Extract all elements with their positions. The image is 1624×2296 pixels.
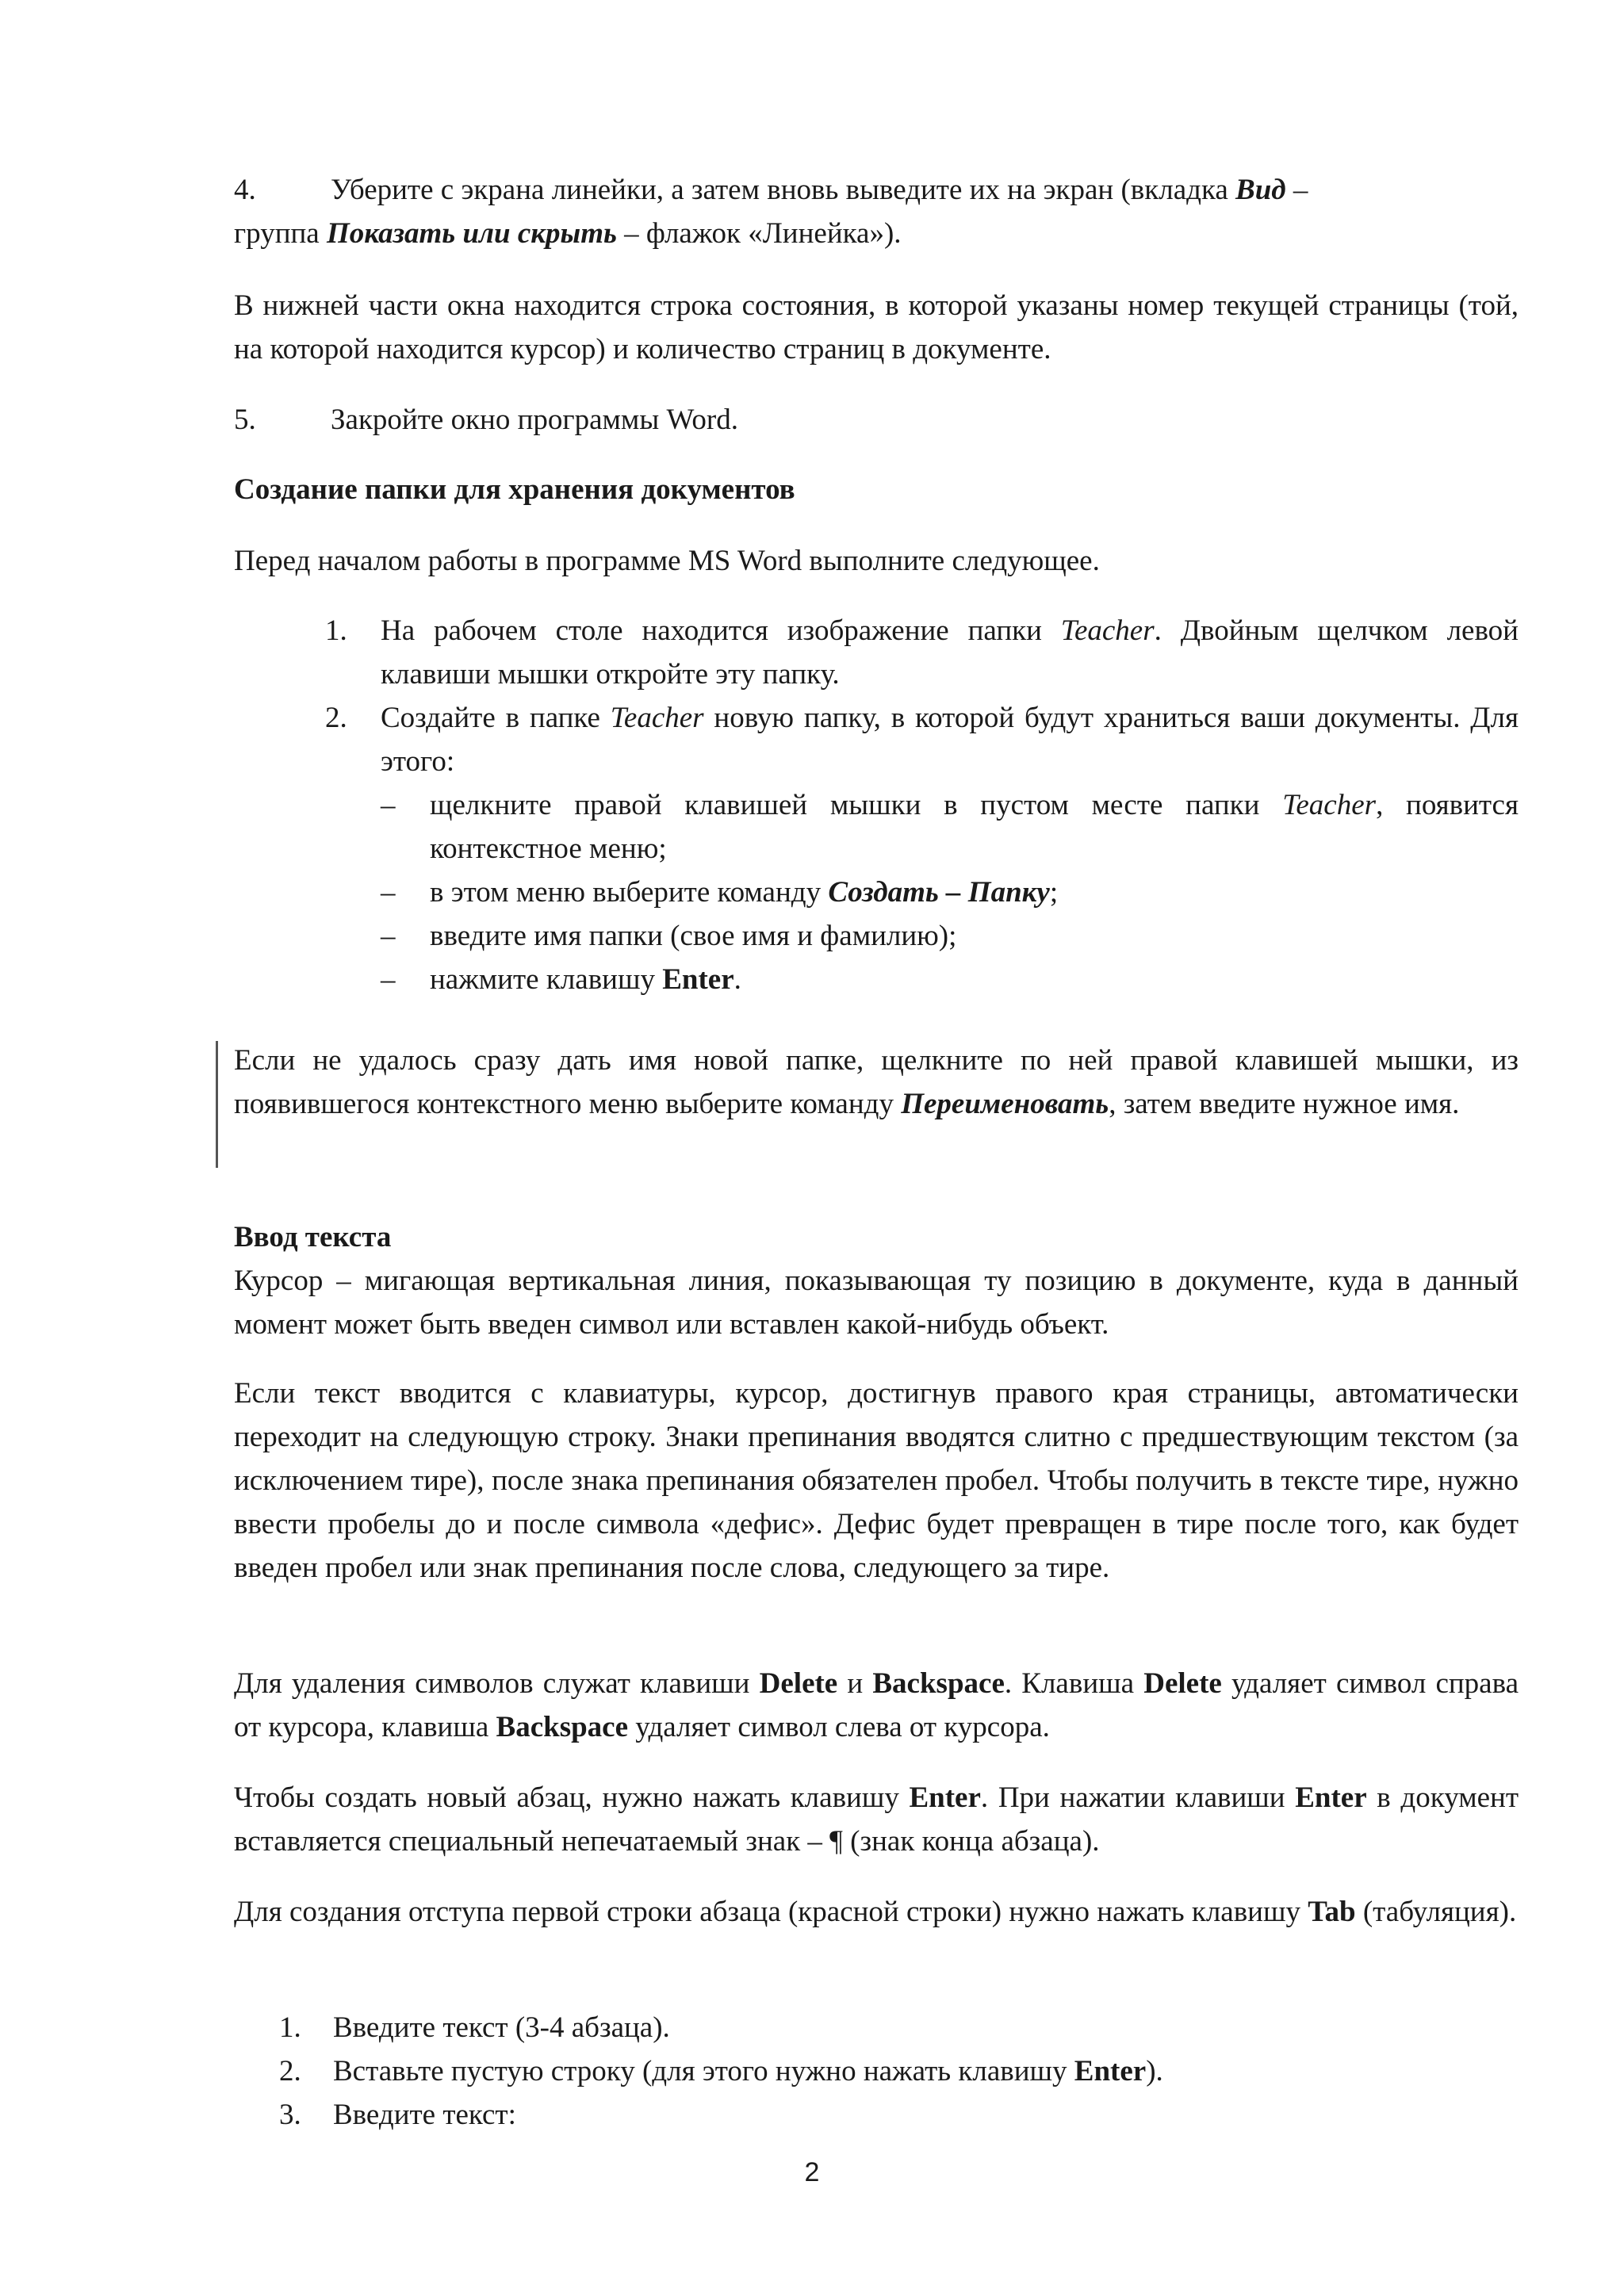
list-item: 3. Введите текст:: [279, 2099, 516, 2131]
delete-paragraph: Для удаления символов служат клавиши Delete и Backspace. Клавиша Delete удаляет символ справа от курсора, клавиша Backspace удаляет символ слева от курсора.: [234, 1667, 1519, 1743]
status-bar-paragraph: В нижней части окна находится строка состояния, в которой указаны номер текущей страницы (той, на которой находится курсор) и количество страниц в документе.: [234, 289, 1519, 365]
step-4-paragraph: 4. Уберите с экрана линейки, а затем вновь выведите их на экран (вкладка Вид – группа Показать или скрыть – флажок «Линейка»).: [234, 168, 1519, 255]
revision-change-bar: [216, 1041, 218, 1168]
step-5-paragraph: 5. Закройте окно программы Word.: [234, 404, 738, 436]
page-number: 2: [804, 2157, 820, 2187]
heading-create-folder: Создание папки для хранения документов: [234, 473, 795, 506]
list-item: – щелкните правой клавишей мышки в пустом месте папки Teacher, появится контекстное меню;: [381, 789, 1519, 865]
cursor-paragraph: Курсор – мигающая вертикальная линия, показывающая ту позицию в документе, куда в данный момент может быть введен символ или вставлен какой-нибудь объект.: [234, 1265, 1519, 1341]
typing-paragraph: Если текст вводится с клавиатуры, курсор, достигнув правого края страницы, автоматически переходит на следующую строку. Знаки препинания вводятся слитно с предшествующим текстом (за исключением тире), после знака препинания обязателен пробел. Чтобы получить в тексте тире, нужно ввести пробелы до и после символа «дефис». Дефис будет превращен в тире после того, как будет введен пробел или знак препинания после слова, следующего за тире.: [234, 1377, 1519, 1584]
enter-paragraph: Чтобы создать новый абзац, нужно нажать клавишу Enter. При нажатии клавиши Enter в документ вставляется специальный непечатаемый знак – ¶ (знак конца абзаца).: [234, 1781, 1519, 1858]
list-item: – введите имя папки (свое имя и фамилию);: [381, 920, 957, 952]
list-item: 2. Создайте в папке Teacher новую папку, в которой будут храниться ваши документы. Для этого: – щелкните правой клавишей мышки в пустом месте папки Teacher, появится контекстное меню; – в этом меню выберите команду Создать – Папку; – введите имя папки (свое имя и фамилию); – нажмите клавишу Enter.: [325, 696, 1519, 1001]
text-steps-list: [279, 2006, 1516, 2137]
step-4-number: 4.: [234, 174, 256, 206]
folder-substeps-list: [381, 783, 1519, 1001]
list-item: – в этом меню выберите команду Создать – Папку;: [381, 876, 1059, 909]
list-item: 1. Введите текст (3-4 абзаца).: [279, 2011, 670, 2044]
list-item: 2. Вставьте пустую строку (для этого нужно нажать клавишу Enter).: [279, 2055, 1163, 2087]
tab-paragraph: Для создания отступа первой строки абзаца (красной строки) нужно нажать клавишу Tab (табуляция).: [234, 1896, 1517, 1928]
before-work-paragraph: Перед началом работы в программе MS Word выполните следующее.: [234, 545, 1100, 577]
heading-text-input: Ввод текста: [234, 1221, 392, 1253]
folder-steps-list: [325, 609, 1519, 1001]
rename-paragraph: Если не удалось сразу дать имя новой папке, щелкните по ней правой клавишей мышки, из появившегося контекстного меню выберите команду Переименовать, затем введите нужное имя.: [234, 1044, 1519, 1120]
list-item: 1. На рабочем столе находится изображение папки Teacher. Двойным щелчком левой клавиши мышки откройте эту папку.: [325, 614, 1519, 691]
list-item: – нажмите клавишу Enter.: [381, 963, 741, 996]
